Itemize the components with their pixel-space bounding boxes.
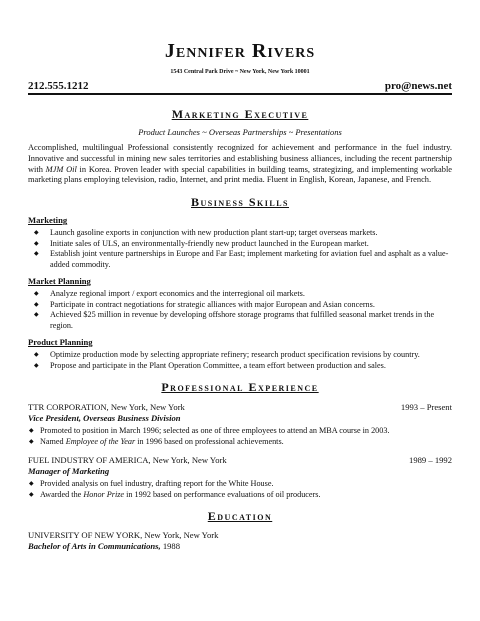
list-item-text: Initiate sales of ULS, an environmentally-friendly new product launched in the European market.: [50, 238, 369, 248]
taglines: Product Launches ~ Overseas Partnerships ~ Presentations: [138, 127, 342, 137]
degree-name: Bachelor of Arts in Communications,: [28, 541, 161, 552]
resume-page: [28, 0, 452, 552]
job-target-title: Marketing Executive: [171, 107, 309, 121]
job-dates: 1993 – Present: [400, 402, 452, 413]
graduation-year: 1988: [160, 541, 181, 552]
skill-list: [28, 289, 452, 331]
experience-heading: Professional Experience: [161, 380, 319, 395]
award-name: Employee of the Year: [65, 436, 136, 446]
list-item-text: Propose and participate in the Plant Operation Committee, a team effort between production and sales.: [50, 360, 386, 370]
list-item: [28, 437, 452, 448]
phone-number: 212.555.1212: [28, 80, 89, 92]
diamond-bullet-icon: ◆: [29, 438, 34, 445]
candidate-name: Jennifer Rivers: [164, 40, 316, 62]
skill-list: [28, 228, 452, 270]
job-title: Manager of Marketing: [28, 466, 110, 477]
company-name: FUEL INDUSTRY OF AMERICA, New York, New York: [28, 455, 227, 466]
list-item: [28, 479, 452, 490]
company-name: TTR CORPORATION, New York, New York: [28, 402, 185, 413]
contact-row: [28, 80, 452, 95]
skill-group-marketing: [28, 215, 452, 270]
job-achievements: [28, 479, 452, 500]
summary-text-end: in Korea. Proven leader with special capabilities in building teams, strategizing, and implementing workable marketing plans employing television, radio, Internet, and print media. Fluent in English, Korean, Japanese, and French.: [28, 164, 452, 185]
job-title: Vice President, Overseas Business Division: [28, 413, 181, 424]
list-item: [28, 426, 452, 437]
list-item-text: Awarded the: [40, 489, 84, 499]
job-header-row: [28, 402, 452, 413]
diamond-bullet-icon: ◆: [29, 428, 34, 435]
profile-summary: [28, 143, 452, 186]
job-entry: [28, 455, 452, 500]
business-skills-heading: Business Skills: [191, 195, 289, 210]
skill-group-heading: Product Planning: [28, 337, 93, 348]
diamond-bullet-icon: ◆: [29, 481, 34, 488]
list-item-text: Provided analysis on fuel industry, drafting report for the White House.: [40, 479, 274, 489]
list-item-text: Analyze regional import / export economics and the interregional oil markets.: [50, 289, 305, 299]
degree-line: [28, 541, 452, 552]
list-item: [28, 239, 452, 250]
skill-list: [28, 350, 452, 371]
list-item-text: Launch gasoline exports in conjunction with new production plant start-up; target overseas markets.: [50, 228, 378, 238]
diamond-bullet-icon: ◆: [34, 291, 39, 298]
list-item-text: Achieved $25 million in revenue by developing offshore storage programs that fulfilled seasonal market trends in the region.: [50, 310, 435, 330]
summary-company-name: MJM Oil: [45, 164, 77, 174]
list-item: [28, 490, 452, 501]
diamond-bullet-icon: ◆: [34, 251, 39, 258]
email-address: pro@news.net: [384, 80, 452, 92]
list-item-text: in 1992 based on performance evaluations of oil producers.: [124, 489, 321, 499]
diamond-bullet-icon: ◆: [34, 230, 39, 237]
job-entry: [28, 402, 452, 447]
street-address: 1543 Central Park Drive ~ New York, New York 10001: [170, 69, 310, 75]
diamond-bullet-icon: ◆: [34, 352, 39, 359]
list-item: [28, 361, 452, 372]
job-dates: 1989 – 1992: [409, 455, 452, 466]
list-item-text: in 1996 based on professional achievements.: [135, 436, 284, 446]
list-item: [28, 249, 452, 270]
list-item-text: Establish joint venture partnerships in Europe and Far East; implement marketing for aviation fuel and asphalt as a value-added commodity.: [50, 249, 449, 269]
list-item: [28, 300, 452, 311]
diamond-bullet-icon: ◆: [34, 362, 39, 369]
education-heading: Education: [207, 509, 273, 524]
diamond-bullet-icon: ◆: [34, 312, 39, 319]
list-item: [28, 310, 452, 331]
diamond-bullet-icon: ◆: [29, 491, 34, 498]
education-entry: [28, 530, 452, 552]
list-item-text: Participate in contract negotiations for strategic alliances with major European and Asian concerns.: [50, 299, 375, 309]
list-item-text: Named: [40, 436, 66, 446]
job-achievements: [28, 426, 452, 447]
list-item: [28, 289, 452, 300]
list-item: [28, 350, 452, 361]
summary-text-start: Accomplished, multilingual Professional consistently recognized for achievement and performance in the fuel industry. Innovative and successful in mining new sales territories and establishing business alliances, including the recent partnership with: [28, 143, 452, 174]
list-item-text: Optimize production mode by selecting appropriate refinery; research product specification revisions by country.: [50, 350, 420, 360]
diamond-bullet-icon: ◆: [34, 301, 39, 308]
skill-group-market-planning: [28, 276, 452, 331]
diamond-bullet-icon: ◆: [34, 240, 39, 247]
list-item-text: Promoted to position in March 1996; selected as one of three employees to attend an MBA course in 2003.: [40, 426, 390, 436]
skill-group-heading: Market Planning: [28, 276, 91, 287]
school-name: UNIVERSITY OF NEW YORK, New York, New York: [28, 530, 219, 541]
skill-group-heading: Marketing: [28, 215, 68, 226]
job-header-row: [28, 455, 452, 466]
award-name: Honor Prize: [83, 489, 125, 499]
skill-group-product-planning: [28, 337, 452, 371]
list-item: [28, 228, 452, 239]
